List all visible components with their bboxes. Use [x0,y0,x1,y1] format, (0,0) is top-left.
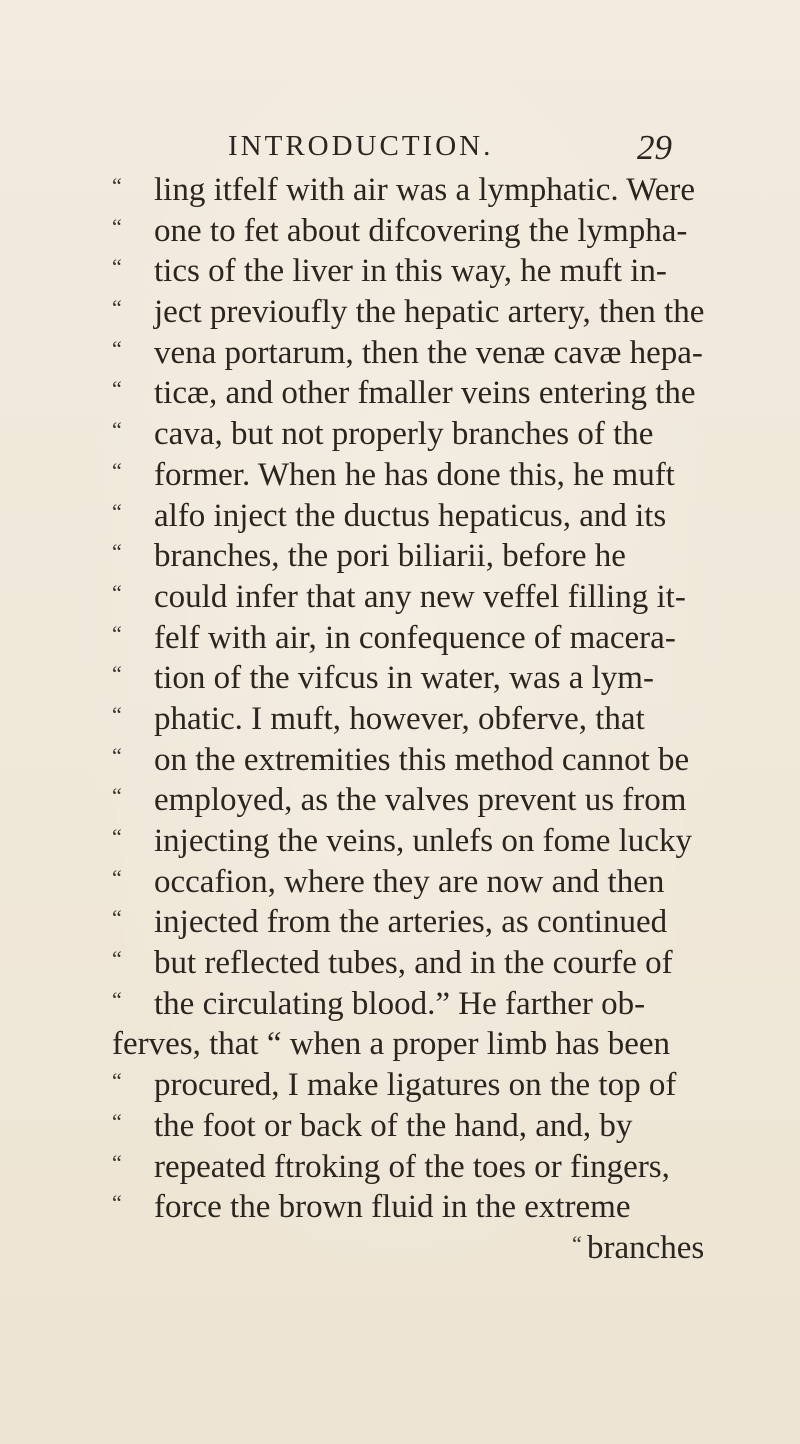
line-text: repeated ftroking of the toes or fingers, [154,1148,670,1185]
body-text [112,170,712,1269]
open-quote-mark: “ [112,742,122,768]
line-text: one to fet about difcovering the lympha- [154,212,688,249]
line-text: ticæ, and other fmaller veins entering the [154,375,696,412]
text-line [112,902,712,943]
open-quote-mark: “ [112,1149,122,1175]
text-line [112,1106,712,1147]
text-line [112,862,712,903]
line-text: on the extremities this method cannot be [154,741,690,778]
line-text: could infer that any new veffel filling it- [154,578,686,615]
open-quote-mark: “ [112,539,122,565]
open-quote-mark: “ [112,254,122,280]
line-text: the circulating blood.” He farther ob- [154,985,646,1022]
text-line [112,984,712,1025]
open-quote-mark: “ [112,824,122,849]
text-line [112,699,712,740]
open-quote-mark: “ [112,1068,122,1094]
text-line [112,170,712,211]
open-quote-mark: “ [112,417,122,443]
open-quote-mark: “ [112,173,122,198]
text-line [112,414,712,455]
text-line [112,251,712,292]
line-text: vena portarum, then the venæ cavæ hepa- [154,334,703,371]
line-text: ject previoufly the hepatic artery, then the [154,294,705,331]
page-number: 29 [637,128,672,167]
open-quote-mark: “ [112,620,122,646]
line-text: ferves, that “ when a proper limb has been [112,1026,671,1063]
open-quote-mark: “ [112,335,122,361]
open-quote-mark: “ [112,579,122,605]
open-quote-mark: “ [112,498,122,524]
open-quote-mark: “ [112,701,122,727]
open-quote-mark: “ [112,376,122,402]
line-text: tics of the liver in this way, he muft in- [154,253,667,290]
text-line [112,821,712,862]
line-text: tion of the vifcus in water, was a lym- [154,660,654,697]
text-line [112,1024,712,1065]
line-text: occafion, where they are now and then [154,863,665,900]
open-quote-mark: “ [112,661,122,687]
text-line [112,1187,712,1228]
text-line [112,943,712,984]
line-text: felf with air, in confequence of macera- [154,619,676,656]
open-quote-mark: “ [112,864,122,890]
line-text: injecting the veins, unlefs on fome lucky [154,823,692,859]
text-line [112,780,712,821]
line-text: but reflected tubes, and in the courfe of [154,945,673,982]
text-line [112,455,712,496]
text-line [112,292,712,333]
line-text: former. When he has done this, he muft [154,456,675,493]
text-line [112,740,712,781]
text-line [112,333,712,374]
line-text: branches [587,1229,705,1266]
open-quote-mark: “ [112,986,122,1012]
running-head [0,126,800,166]
open-quote-mark: “ [112,1108,122,1134]
text-line [112,1147,712,1188]
line-text: phatic. I muft, however, obferve, that [154,700,645,737]
line-text: injected from the arteries, as continued [154,904,668,941]
line-text: cava, but not properly branches of the [154,416,654,453]
catchword-line [112,1228,712,1269]
text-line [112,658,712,699]
text-line [112,1065,712,1106]
open-quote-mark: “ [572,1230,582,1256]
text-line [112,496,712,537]
line-text: branches, the pori biliarii, before he [154,538,626,575]
line-text: procured, I make ligatures on the top of [154,1067,677,1104]
running-head-title: INTRODUCTION. [228,130,494,162]
open-quote-mark: “ [112,457,122,483]
open-quote-mark: “ [112,905,122,931]
text-line [112,373,712,414]
text-line [112,577,712,618]
line-text: alfo inject the ductus hepaticus, and its [154,497,667,534]
line-text: employed, as the valves prevent us from [154,782,687,819]
text-line [112,211,712,252]
line-text: force the brown fluid in the extreme [154,1189,631,1226]
open-quote-mark: “ [112,783,122,809]
line-text: the foot or back of the hand, and, by [154,1107,633,1144]
text-line [112,536,712,577]
open-quote-mark: “ [112,946,122,972]
text-line [112,618,712,659]
open-quote-mark: “ [112,295,122,321]
line-text: ling itfelf with air was a lymphatic. Were [154,172,696,208]
open-quote-mark: “ [112,1190,122,1216]
open-quote-mark: “ [112,213,122,239]
